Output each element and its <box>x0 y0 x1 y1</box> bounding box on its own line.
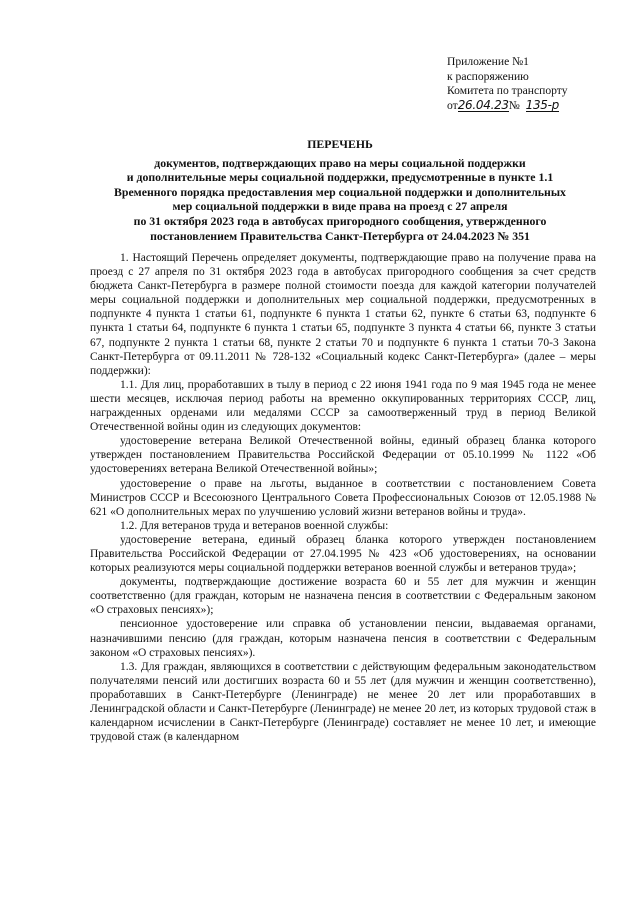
paragraph-1-1: 1.1. Для лиц, проработавших в тылу в период с 22 июня 1941 года по 9 мая 1945 года не менее шести месяцев, исключая период работы на временно оккупированных территориях СССР, лиц, награжденных орденами или медалями СССР за самоотверженный труд в период Великой Отечественной войны один из следующих документов: <box>90 378 596 434</box>
handwritten-date: 26.04.23 <box>457 97 509 112</box>
title-line: Временного порядка предоставления мер социальной поддержки и дополнительных <box>114 184 566 199</box>
document-body <box>90 251 596 744</box>
title-heading: ПЕРЕЧЕНЬ <box>307 137 373 151</box>
appendix-block <box>447 55 632 113</box>
paragraph-1-3: 1.3. Для граждан, являющихся в соответствии с действующим федеральным законодательством получателями пенсий или достигших возраста 60 и 55 лет (для мужчин и женщин соответственно), проработавших в Санкт-Петербурге (Ленинграде) не менее 20 лет или проработавших в Ленинградской области и Санкт-Петербурге (Ленинграде) не менее 20 лет, из которых трудовой стаж в календарном исчислении в Санкт-Петербурге (Ленинграде) составляет не менее 10 лет, и имеющие трудовой стаж (в календарном <box>90 660 596 744</box>
date-prefix: от <box>447 98 458 112</box>
title-line: и дополнительные меры социальной поддержки, предусмотренные в пункте 1.1 <box>126 170 554 185</box>
appendix-label: Приложение №1 <box>447 55 529 68</box>
appendix-order-label: к распоряжению <box>447 69 529 83</box>
title-line: документов, подтверждающих право на меры социальной поддержки <box>154 155 526 170</box>
paragraph-1-1-doc-b: удостоверение о праве на льготы, выданное в соответствии с постановлением Совета Министров СССР и Всесоюзного Центрального Совета Профессиональных Союзов от 12.05.1988 № 621 «О дополнительных мерах по улучшению условий жизни ветеранов войны и труда». <box>90 477 596 518</box>
appendix-date-line <box>447 99 632 114</box>
handwritten-number: 135-р <box>525 97 559 112</box>
title-line: мер социальной поддержки в виде права на проезд с 27 апреля <box>172 199 508 214</box>
paragraph-1: 1. Настоящий Перечень определяет документы, подтверждающие право на получение права на проезд с 27 апреля по 31 октября 2023 года в автобусах пригородного сообщения за счет средств бюджета Санкт-Петербурга в размере полной стоимости поезда для каждой категории получателей меры социальной поддержки и дополнительных мер социальной поддержки, предусмотренных в подпункте 4 пункта 1 статьи 61, подпункте 6 пункта 1 статьи 62, пункте 6 статьи 63, подпункте 6 пункта 1 статьи 64, подпункте 6 пункта 1 статьи 65, подпункте 3 пункта 4 статьи 66, пункте 3 статьи 67, подпункте 2 пункта 1 статьи 68, пункте 2 статьи 70 и подпункте 6 пункта 1 статьи 70-3 Закона Санкт-Петербурга от 09.11.2011 № 728-132 «Социальный кодекс Санкт-Петербурга» (далее – меры поддержки): <box>90 252 596 377</box>
title-line: по 31 октября 2023 года в автобусах пригородного сообщения, утвержденного <box>133 213 547 228</box>
appendix-committee: Комитета по транспорту <box>447 84 568 98</box>
paragraph-1-2: 1.2. Для ветеранов труда и ветеранов военной службы: <box>120 519 389 532</box>
paragraph-1-2-doc-c: пенсионное удостоверение или справка об установлении пенсии, выдаваемая органами, назначившими пенсию (для граждан, которым назначена пенсия в соответствии с Федеральным законом «О страховых пенсиях»). <box>90 618 596 659</box>
paragraph-1-1-doc-a: удостоверение ветерана Великой Отечественной войны, единый образец бланка которого утвержден постановлением Правительства Российской Федерации от 05.10.1999 № 1122 «Об удостоверениях ветерана Великой Отечественной войны»; <box>90 435 596 476</box>
paragraph-1-2-doc-b: документы, подтверждающие достижение возраста 60 и 55 лет для мужчин и женщин соответственно (для граждан, которым не назначена пенсия в соответствии с Федеральным законом «О страховых пенсиях»); <box>90 576 596 617</box>
document-title <box>80 137 600 243</box>
title-line: постановлением Правительства Санкт-Петербурга от 24.04.2023 № 351 <box>150 228 530 243</box>
number-sign: № <box>508 98 520 112</box>
paragraph-1-2-doc-a: удостоверение ветерана, единый образец бланка которого утвержден постановлением Правительства Российской Федерации от 27.04.1995 № 423 «Об удостоверениях, на основании которых реализуются меры социальной поддержки ветеранов военной службы и ветеранов труда»; <box>90 533 596 575</box>
